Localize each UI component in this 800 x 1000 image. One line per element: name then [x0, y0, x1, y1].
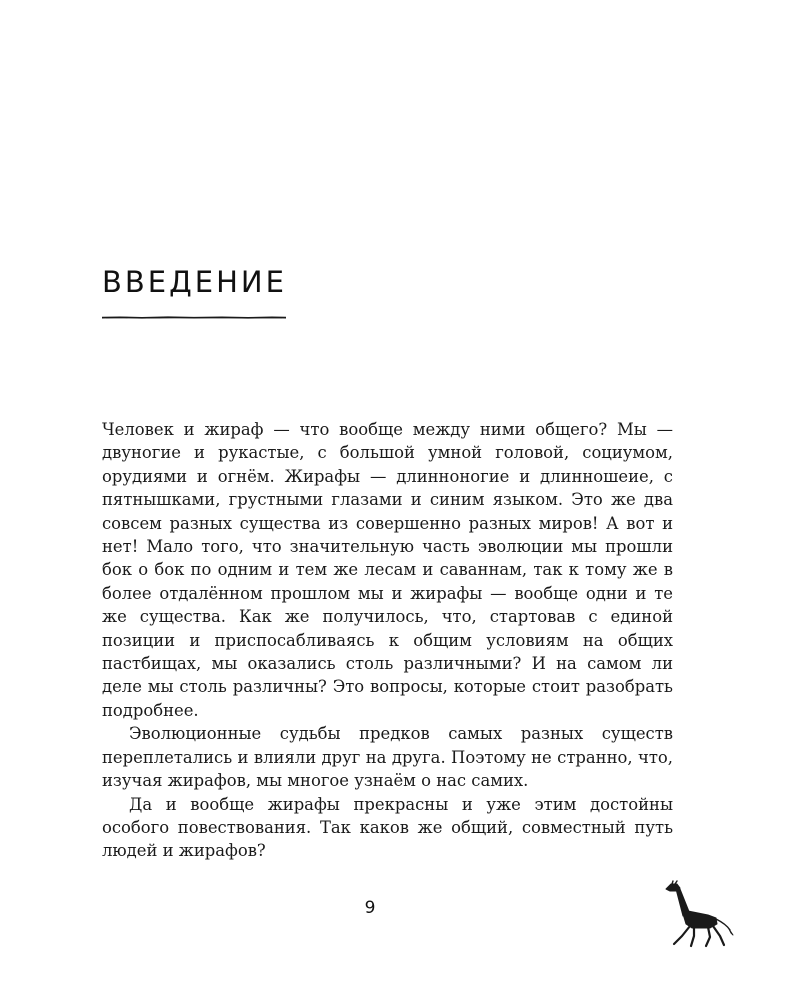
chapter-title: ВВЕДЕНИЕ: [102, 265, 287, 299]
page-number: 9: [364, 898, 376, 918]
main-text: [102, 418, 673, 863]
paragraph-3: Да и вообще жирафы прекрасны и уже этим достойны особого повествования. Так каков же общий, совместный путь людей и жирафов?: [102, 794, 673, 861]
paragraph-1: Человек и жираф — что вообще между ними общего? Мы — двуногие и рукастые, с большой умной головой, социумом, орудиями и огнём. Жирафы — длинноногие и длинношеие, с пятнышками, грустными глазами и синим языком. Это же два совсем разных существа из совершенно разных миров! А вот и нет! Мало того, что значительную часть эволюции мы прошли бок о бок по одним и тем же лесам и саваннам, так к тому же в более отдалённом прошлом мы и жирафы — вообще одни и те же существа. Как же получилось, что, стартовав с единой позиции и приспосабливаясь к общим условиям на общих пастбищах, мы оказались столь различными? И на самом ли деле мы столь различны? Это вопросы, которые стоит разобрать подробнее.: [102, 420, 673, 720]
title-underline-brush-rule: [102, 316, 286, 319]
paragraph-2: Эволюционные судьбы предков самых разных существ переплетались и влияли друг на друга. Поэтому не странно, что, изучая жирафов, мы многое узнаём о нас самих.: [102, 724, 673, 791]
giraffe-icon: [664, 880, 740, 948]
